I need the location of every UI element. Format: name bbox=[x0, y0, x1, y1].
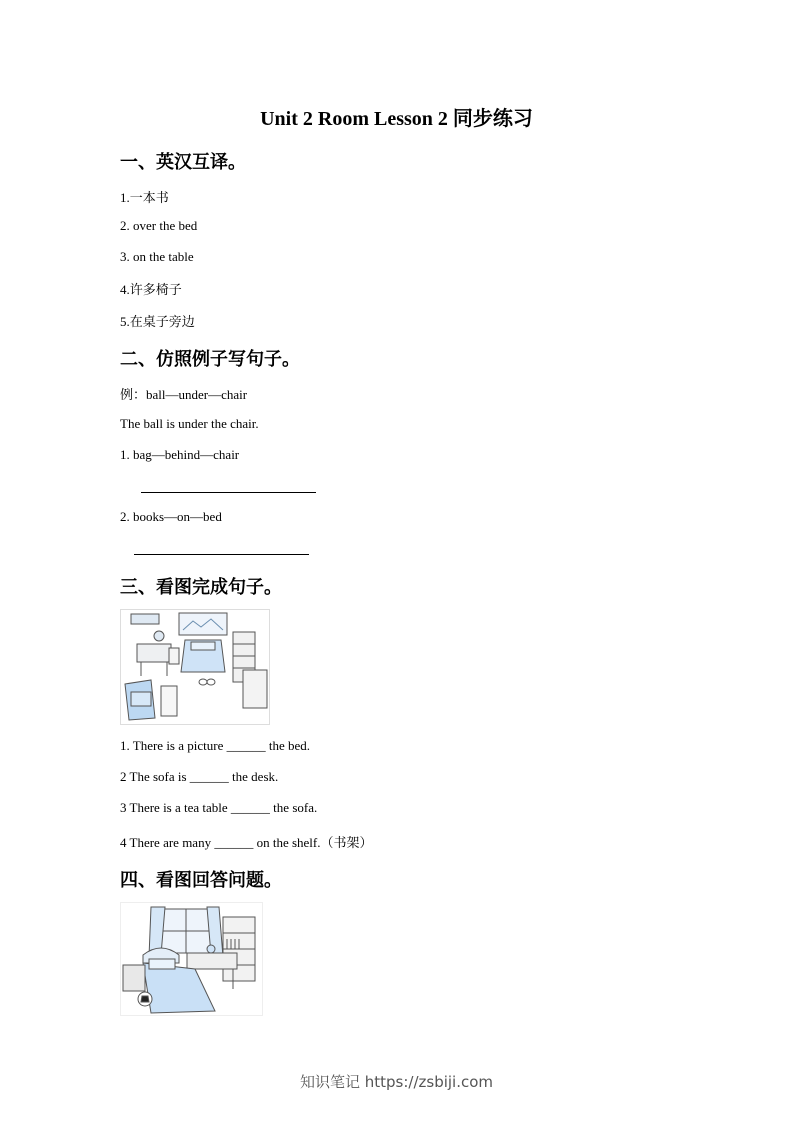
section4-heading: 四、看图回答问题。 bbox=[120, 870, 282, 891]
section3-item: 2 The sofa is ______ the desk. bbox=[120, 769, 279, 784]
answer-blank-line[interactable] bbox=[141, 492, 316, 493]
section1-item: 4.许多椅子 bbox=[120, 282, 182, 297]
bedroom-picture-2 bbox=[120, 902, 263, 1016]
section2-item: 1. bag—behind—chair bbox=[120, 447, 240, 462]
page-title: Unit 2 Room Lesson 2 同步练习 bbox=[260, 108, 533, 130]
section3-item: 3 There is a tea table ______ the sofa. bbox=[120, 800, 318, 815]
section1-heading: 一、英汉互译。 bbox=[120, 152, 246, 173]
example-answer: The ball is under the chair. bbox=[120, 416, 259, 431]
answer-blank-line[interactable] bbox=[134, 554, 309, 555]
section3-item: 4 There are many ______ on the shelf.（书架） bbox=[120, 835, 373, 850]
section1-item: 5.在桌子旁边 bbox=[120, 314, 195, 329]
section1-item: 3. on the table bbox=[120, 249, 194, 264]
section1-item: 2. over the bed bbox=[120, 218, 198, 233]
example-line: 例：ball—under—chair bbox=[120, 387, 248, 402]
footer-watermark: 知识笔记 https://zsbiji.com bbox=[299, 1073, 494, 1091]
section3-item: 1. There is a picture ______ the bed. bbox=[120, 738, 311, 753]
section2-heading: 二、仿照例子写句子。 bbox=[120, 349, 300, 370]
section2-item: 2. books—on—bed bbox=[120, 509, 222, 524]
bedroom-picture-1 bbox=[120, 609, 270, 725]
section1-item: 1.一本书 bbox=[120, 190, 169, 205]
section3-heading: 三、看图完成句子。 bbox=[120, 577, 282, 598]
